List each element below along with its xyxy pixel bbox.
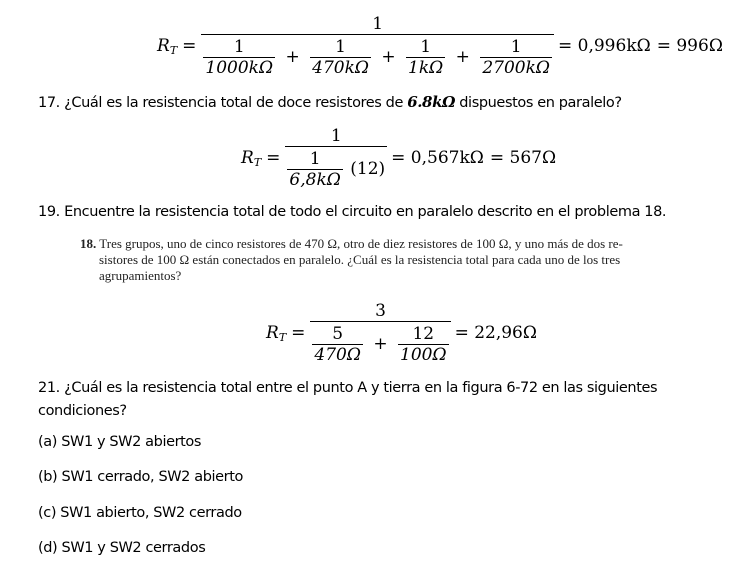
problem-21-line-2: condiciones? — [38, 403, 127, 419]
excerpt-line-2: sistores de 100 Ω están conectados en paralelo. ¿Cuál es la resistencia total para cada uno de los tres — [99, 252, 621, 267]
plus-sign: + — [285, 47, 300, 67]
excerpt-number: 18. — [80, 236, 97, 251]
equals-sign: = — [266, 148, 281, 168]
eq1-term-4 — [480, 37, 552, 78]
eq1-term-1 — [203, 37, 275, 78]
eq2-denominator — [285, 146, 387, 190]
eq3-result: = 22,96Ω — [454, 323, 537, 343]
eq1-term-2 — [310, 37, 371, 78]
eq2-lhs: R — [241, 148, 254, 168]
eq2-inner-fraction — [287, 149, 342, 190]
eq1-term-3 — [406, 37, 445, 78]
eq1-numerator: 1 — [372, 14, 384, 34]
eq2-multiplier: (12) — [350, 159, 386, 179]
eq2-result-2: = 567Ω — [489, 148, 557, 168]
problem-21-line-1: 21. ¿Cuál es la resistencia total entre el punto A y tierra en la figura 6-72 en las siguientes — [38, 380, 658, 396]
term-den: 1kΩ — [408, 58, 444, 78]
eq2-lhs-sub: T — [253, 155, 262, 169]
term-den: 470kΩ — [312, 58, 369, 78]
option-d: (d) SW1 y SW2 cerrados — [38, 540, 206, 556]
eq3-fraction — [310, 301, 450, 365]
term-num: 1 — [420, 37, 432, 57]
term-num: 1 — [510, 37, 522, 57]
term-num: 1 — [309, 149, 321, 169]
term-num: 5 — [332, 324, 344, 344]
term-den: 2700kΩ — [482, 58, 550, 78]
eq1-result-1: = 0,996kΩ — [558, 36, 651, 56]
option-b: (b) SW1 cerrado, SW2 abierto — [38, 469, 243, 485]
equals-sign: = — [182, 36, 197, 56]
equation-total-resistance-2 — [241, 126, 556, 190]
equation-total-resistance-1 — [157, 14, 723, 78]
term-num: 1 — [233, 37, 245, 57]
problem-17-value: 6.8kΩ — [407, 93, 456, 111]
eq3-term-1 — [312, 324, 363, 365]
eq1-result-2: = 996Ω — [656, 36, 723, 56]
term-den: 470Ω — [314, 345, 361, 365]
eq3-lhs-sub: T — [278, 330, 287, 344]
plus-sign: + — [373, 334, 388, 354]
plus-sign: + — [381, 47, 396, 67]
excerpt-line-3: agrupamientos? — [99, 268, 182, 283]
problem-17-text-end: dispuestos en paralelo? — [455, 95, 622, 111]
eq1-lhs: R — [157, 36, 170, 56]
term-den: 6,8kΩ — [289, 170, 341, 190]
problem-17 — [38, 93, 622, 111]
eq1-lhs-sub: T — [169, 43, 178, 57]
term-num: 12 — [412, 324, 435, 344]
excerpt-line-1: Tres grupos, uno de cinco resistores de 470 Ω, otro de diez resistores de 100 Ω, y uno más de dos re- — [99, 236, 623, 251]
term-den: 100Ω — [400, 345, 447, 365]
eq2-result-1: = 0,567kΩ — [391, 148, 484, 168]
eq1-denominator — [201, 34, 554, 78]
plus-sign: + — [455, 47, 470, 67]
term-num: 1 — [335, 37, 346, 57]
eq2-fraction — [285, 126, 387, 190]
eq3-term-2 — [398, 324, 449, 365]
eq3-numerator: 3 — [375, 301, 386, 321]
book-excerpt-problem-18 — [80, 236, 670, 284]
eq3-denominator — [310, 321, 450, 365]
term-den: 1000kΩ — [205, 58, 274, 78]
eq2-numerator: 1 — [330, 126, 342, 146]
equation-total-resistance-3 — [266, 301, 537, 365]
eq1-fraction — [201, 14, 554, 78]
eq3-lhs: R — [266, 323, 279, 343]
option-a: (a) SW1 y SW2 abiertos — [38, 434, 202, 450]
problem-21 — [38, 377, 657, 423]
option-c: (c) SW1 abierto, SW2 cerrado — [38, 505, 242, 521]
problem-19: 19. Encuentre la resistencia total de todo el circuito en paralelo descrito en el problema 18. — [38, 204, 667, 220]
equals-sign: = — [291, 323, 306, 343]
problem-17-text: 17. ¿Cuál es la resistencia total de doce resistores de — [38, 95, 408, 111]
